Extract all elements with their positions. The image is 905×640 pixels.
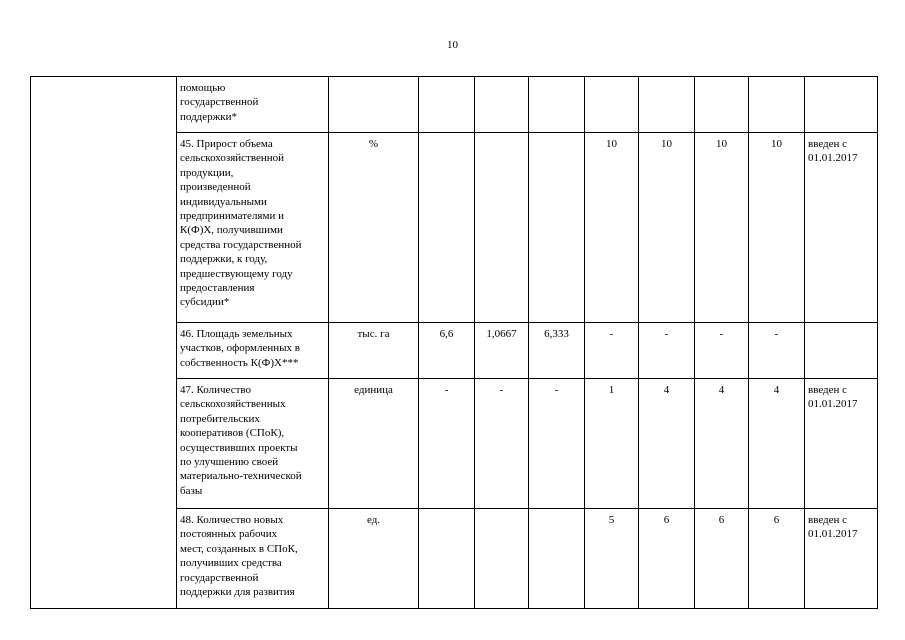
note-cell: введен с 01.01.2017 xyxy=(805,379,878,509)
indicator-name: 45. Прирост объема сельскохозяйственной продукции, произведенной индивидуальными предпринимателями и К(Ф)Х, получившими средства государственной поддержки, к году, предшествующему году предоставления субсидии* xyxy=(177,133,329,323)
value-cell xyxy=(419,133,475,323)
value-cell: - xyxy=(639,323,695,379)
value-cell: 10 xyxy=(585,133,639,323)
value-cell: - xyxy=(749,323,805,379)
value-cell: - xyxy=(419,379,475,509)
value-cell: 6,333 xyxy=(529,323,585,379)
note-cell xyxy=(805,323,878,379)
value-cell xyxy=(475,77,529,133)
unit-cell: тыс. га xyxy=(329,323,419,379)
value-cell: 10 xyxy=(749,133,805,323)
unit-cell xyxy=(329,77,419,133)
indicators-table xyxy=(30,76,878,609)
value-cell: 4 xyxy=(749,379,805,509)
unit-cell: единица xyxy=(329,379,419,509)
indicator-name: помощью государственной поддержки* xyxy=(177,77,329,133)
note-cell: введен с 01.01.2017 xyxy=(805,133,878,323)
value-cell: 6 xyxy=(695,509,749,609)
value-cell xyxy=(749,77,805,133)
value-cell: 6 xyxy=(749,509,805,609)
value-cell: - xyxy=(585,323,639,379)
value-cell: - xyxy=(529,379,585,509)
note-cell: введен с 01.01.2017 xyxy=(805,509,878,609)
value-cell: 5 xyxy=(585,509,639,609)
value-cell xyxy=(529,509,585,609)
unit-cell: % xyxy=(329,133,419,323)
value-cell xyxy=(695,77,749,133)
value-cell: 6 xyxy=(639,509,695,609)
value-cell xyxy=(639,77,695,133)
value-cell: 1,0667 xyxy=(475,323,529,379)
value-cell xyxy=(529,133,585,323)
indicator-name: 46. Площадь земельных участков, оформленных в собственность К(Ф)Х*** xyxy=(177,323,329,379)
note-cell xyxy=(805,77,878,133)
page-number: 10 xyxy=(447,39,458,51)
value-cell: 10 xyxy=(695,133,749,323)
indicator-name: 48. Количество новых постоянных рабочих мест, созданных в СПоК, получивших средства государственной поддержки для развития xyxy=(177,509,329,609)
indicator-name: 47. Количество сельскохозяйственных потребительских кооперативов (СПоК), осуществивших проекты по улучшению своей материально-технической базы xyxy=(177,379,329,509)
value-cell: 10 xyxy=(639,133,695,323)
value-cell xyxy=(475,133,529,323)
value-cell: 1 xyxy=(585,379,639,509)
value-cell: 4 xyxy=(695,379,749,509)
value-cell xyxy=(419,77,475,133)
value-cell xyxy=(419,509,475,609)
table-row xyxy=(31,77,878,133)
unit-cell: ед. xyxy=(329,509,419,609)
blank-cell xyxy=(31,77,177,609)
value-cell xyxy=(585,77,639,133)
value-cell: - xyxy=(695,323,749,379)
value-cell: 4 xyxy=(639,379,695,509)
value-cell: - xyxy=(475,379,529,509)
value-cell: 6,6 xyxy=(419,323,475,379)
value-cell xyxy=(529,77,585,133)
value-cell xyxy=(475,509,529,609)
